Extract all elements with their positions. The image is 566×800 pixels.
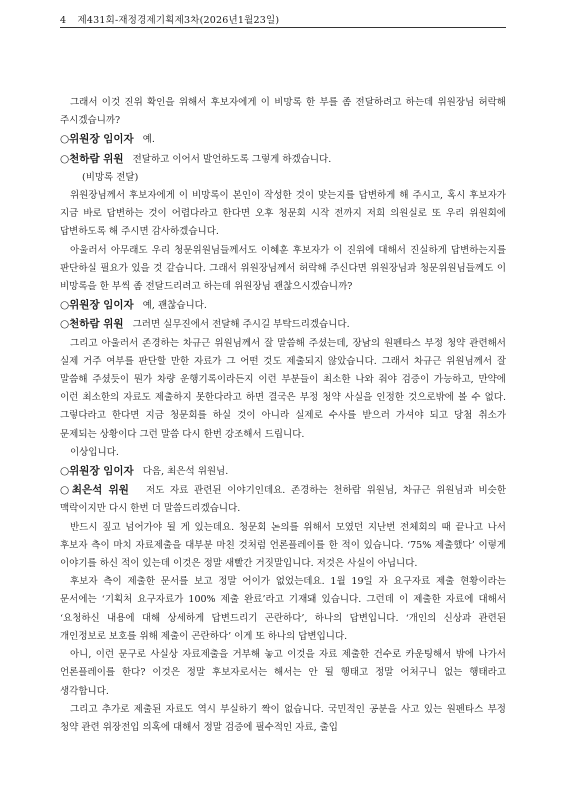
body-paragraph: 아니, 이런 문구로 사실상 자료제출을 거부해 놓고 이것을 자료 제출한 건수로 카운팅해서 밖에 나가서 언론플레이를 한다? 이것은 정말 후보자로서는 해서는 안 될 행태고 정말 어처구니 없는 행태라고 생각합니다.: [60, 649, 506, 697]
body-paragraph: 그래서 이것 진위 확인을 위해서 후보자에게 이 비망록 한 부를 좀 전달하려고 하는데 위원장님 허락해 주시겠습니까?: [60, 97, 506, 127]
speech-text: 예, 괜찮습니다.: [142, 300, 207, 312]
body-paragraph: 그리고 아울러서 존경하는 차규근 위원님께서 잘 말씀해 주셨는데, 장남의 원펜타스 부정 청약 관련해서 실제 거주 여부를 판단할 만한 자료가 그 어떤 것도 제출되지 않았습니다. 그래서 차규근 위원님께서 잘 말씀해 주셨듯이 뭔가 차량 운행기록이라든지 이런 부분들이 최소한 나와 줘야 검증이 가능하고, 만약에 이런 최소한의 자료도 제출하지 못한다라고 하면 결국은 부정 청약 사실을 인정한 것으로밖에 볼 수 없다. 그렇다라고 한다면 지금 청문회를 하실 것이 아니라 실제로 수사를 받으러 가셔야 되고 당첨 취소가 문제되는 상황이다 그런 말씀 다시 한번 강조해서 드립니다.: [60, 337, 506, 440]
speaker-name: ○천하람 위원: [60, 152, 124, 165]
speech-text: 다음, 최은석 위원님.: [142, 466, 229, 478]
speaker-name: ○위원장 임이자: [60, 465, 134, 478]
speech-paragraph: [60, 130, 506, 149]
speaker-name: ○최은석 위원: [60, 484, 129, 497]
speech-text: 그러면 실무진에서 전달해 주시길 부탁드리겠습니다.: [132, 319, 350, 331]
body-paragraph: 그리고 추가로 제출된 자료도 역시 부실하기 짝이 없습니다. 국민적인 공분을 사고 있는 원펜타스 부정 청약 관련 위장전입 의혹에 대해서 정말 검증에 필수적인 자료, 출입: [60, 703, 506, 733]
page-header: [60, 12, 506, 26]
header-rule: [60, 27, 506, 28]
speech-paragraph: [60, 315, 506, 334]
speech-text: 전달하고 이어서 발언하도록 그렇게 하겠습니다.: [132, 153, 332, 165]
body-paragraph: 위원장님께서 후보자에게 이 비망록이 본인이 작성한 것이 맞는지를 답변하게 해 주시고, 혹시 후보자가 지금 바로 답변하는 것이 어렵다라고 한다면 오후 청문회 시작 전까지 저희 의원실로 또 우리 위원회에 답변하도록 해 주시면 감사하겠습니다.: [60, 190, 506, 238]
speech-paragraph: [60, 462, 506, 481]
speaker-name: ○위원장 임이자: [60, 299, 134, 312]
speech-paragraph: [60, 481, 506, 518]
session-title: 제431회-재정경제기획제3차(2026년1월23일): [77, 15, 280, 26]
page-number: 4: [60, 15, 67, 26]
speech-text: 예.: [142, 134, 155, 146]
transcript-body: [60, 94, 506, 737]
speech-paragraph: [60, 296, 506, 315]
speech-text: 저도 자료 관련된 이야기인데요. 존경하는 천하람 위원님, 차규근 위원님과 비슷한 맥락이지만 다시 한번 더 말씀드리겠습니다.: [60, 485, 506, 515]
body-paragraph: 반드시 짚고 넘어가야 될 게 있는데요. 청문회 논의를 위해서 모였던 지난번 전체회의 때 끝나고 나서 후보자 측이 마치 자료제출을 대부분 마친 것처럼 언론플레이를 한 적이 있습니다. ‘75% 제출했다’ 이렇게 이야기를 하신 적이 있는데 이것은 정말 새빨간 거짓말입니다. 저것은 사실이 아닙니다.: [60, 521, 506, 570]
body-paragraph: 이상입니다.: [70, 446, 119, 458]
stage-note: (비망록 전달): [82, 171, 139, 183]
speech-paragraph: [60, 150, 506, 169]
body-paragraph: 아울러서 아무래도 우리 청문위원님들께서도 이혜훈 후보자가 이 진위에 대해서 진실하게 답변하는지를 판단하실 필요가 있을 것 같습니다. 그래서 위원장님께서 허락해 주신다면 위원장님과 청문위원님들께도 이 비망록을 한 부씩 좀 전달드리려고 하는데 위원장님 괜찮으시겠습니까?: [60, 244, 506, 293]
speaker-name: ○천하람 위원: [60, 318, 124, 331]
body-paragraph: 후보자 측이 제출한 문서를 보고 정말 어이가 없었는데요. 1월 19일 자 요구자료 제출 현황이라는 문서에는 ‘기획처 요구자료가 100% 제출 완료’라고 기재돼 있습니다. 그런데 이 제출한 자료에 대해서 ‘요청하신 내용에 대해 상세하게 답변드리기 곤란하다’, 하나의 답변입니다. ‘개인의 신상과 관련된 개인정보로 보호를 위해 제출이 곤란하다’ 이게 또 하나의 답변입니다.: [60, 576, 506, 642]
speaker-name: ○위원장 임이자: [60, 133, 134, 146]
